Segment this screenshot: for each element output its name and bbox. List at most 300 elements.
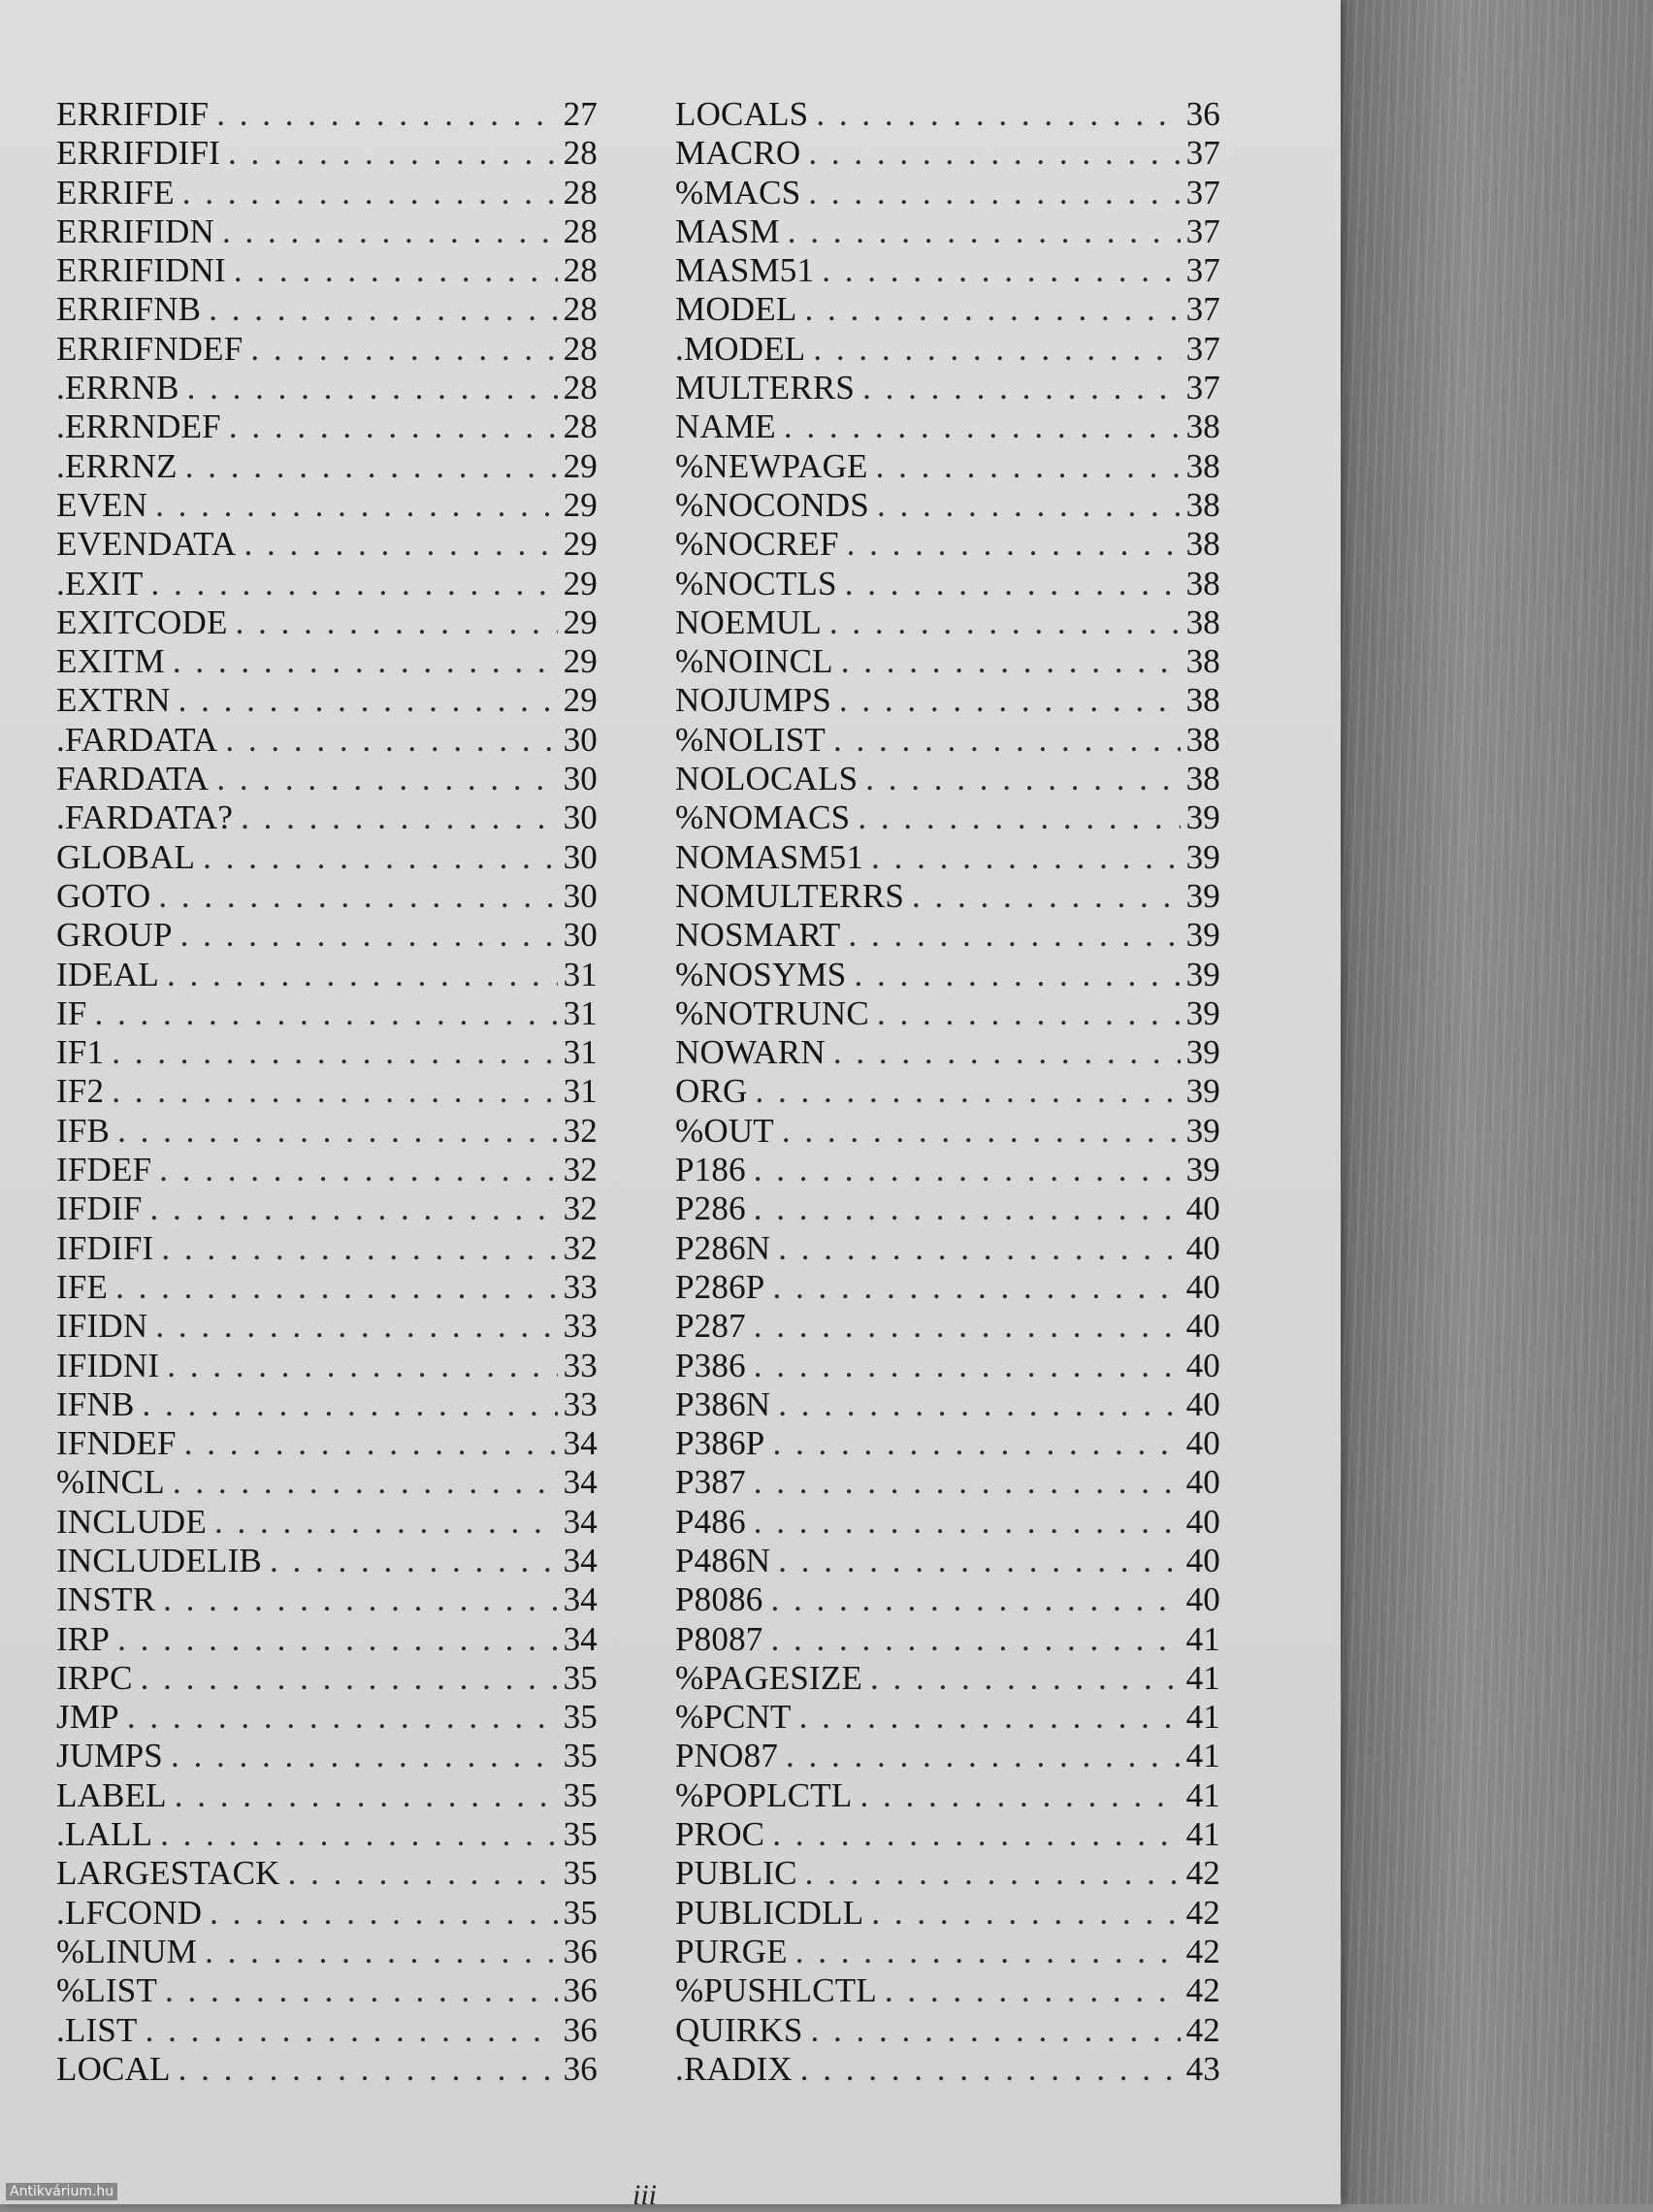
dot-leader (811, 2011, 1181, 2050)
index-entry (56, 1776, 598, 1815)
index-term: %PCNT (675, 1698, 792, 1737)
index-page-number: 28 (563, 369, 598, 407)
index-entry (675, 642, 1220, 681)
dot-leader (813, 330, 1180, 369)
index-page-number: 41 (1185, 1658, 1220, 1697)
dot-leader (808, 174, 1180, 212)
dot-leader (772, 1424, 1180, 1463)
index-entry (56, 134, 598, 173)
index-entry (675, 2011, 1220, 2050)
dot-leader (158, 877, 557, 916)
index-term: P387 (675, 1463, 746, 1502)
index-page-number: 33 (563, 1346, 598, 1384)
dot-leader (833, 1033, 1181, 1072)
index-entry (675, 1268, 1220, 1307)
index-page-number: 28 (563, 134, 598, 173)
dot-leader (772, 1268, 1180, 1307)
dot-leader (754, 1189, 1181, 1228)
index-page-number: 38 (1185, 760, 1220, 798)
dot-leader (859, 1776, 1180, 1815)
index-entry (675, 1971, 1220, 2010)
dot-leader (117, 1112, 558, 1151)
dot-leader (155, 1307, 557, 1346)
index-term: EXTRN (56, 681, 171, 720)
index-page-number: 34 (563, 1463, 598, 1502)
index-page-number: 30 (563, 837, 598, 876)
index-page-number: 34 (563, 1424, 598, 1463)
index-page-number: 29 (563, 602, 598, 641)
index-term: MASM51 (675, 251, 815, 290)
dot-leader (795, 1933, 1181, 1971)
index-term: IFIDN (56, 1307, 148, 1346)
index-entry (675, 838, 1220, 877)
dot-leader (754, 1307, 1181, 1346)
index-term: LABEL (56, 1775, 167, 1814)
index-page-number: 39 (1185, 1033, 1220, 1072)
dot-leader (816, 95, 1180, 134)
dot-leader (871, 1894, 1180, 1933)
dot-leader (805, 1854, 1181, 1893)
index-term: %NOCONDS (675, 485, 869, 524)
index-page-number: 29 (563, 446, 598, 485)
index-page-number: 41 (1185, 1737, 1220, 1775)
index-entry (675, 1385, 1220, 1424)
index-entry (675, 603, 1220, 642)
index-page-number: 34 (563, 1619, 598, 1658)
index-entry (56, 1620, 598, 1659)
index-term: QUIRKS (675, 2010, 803, 2049)
index-term: %NOLIST (675, 720, 826, 759)
index-page-number: 38 (1185, 525, 1220, 564)
index-entry (56, 212, 598, 251)
dot-leader (229, 407, 558, 446)
index-term: IFNDEF (56, 1424, 177, 1463)
index-entry (675, 760, 1220, 798)
index-entry (56, 721, 598, 760)
index-term: ERRIFIDN (56, 211, 214, 250)
index-page-number: 31 (563, 955, 598, 993)
index-entry (56, 916, 598, 955)
dot-leader (205, 1933, 558, 1971)
index-term: IRP (56, 1619, 111, 1658)
index-term: IDEAL (56, 955, 159, 993)
index-term: PUBLICDLL (675, 1893, 864, 1932)
index-term: MULTERRS (675, 369, 856, 407)
index-entry (675, 1189, 1220, 1228)
index-term: EXITM (56, 642, 165, 681)
index-entry (675, 1854, 1220, 1893)
index-entry (56, 1268, 598, 1307)
dot-leader (161, 1229, 557, 1268)
index-page-number: 39 (1185, 916, 1220, 955)
dot-leader (117, 1620, 558, 1659)
index-term: IRPC (56, 1658, 133, 1697)
dot-leader (185, 447, 558, 486)
index-page-number: 34 (563, 1541, 598, 1579)
dot-leader (839, 681, 1181, 720)
index-entry (56, 1189, 598, 1228)
dot-leader (754, 1503, 1181, 1542)
index-term: ERRIFNDEF (56, 329, 243, 368)
index-term: P8087 (675, 1619, 763, 1658)
dot-leader (115, 1268, 557, 1307)
index-page-number: 38 (1185, 602, 1220, 641)
index-entry (675, 1112, 1220, 1151)
index-term: P286P (675, 1267, 765, 1306)
index-term: NAME (675, 407, 776, 446)
dot-leader (187, 369, 558, 407)
index-term: ERRIFE (56, 173, 175, 211)
index-term: P386 (675, 1346, 746, 1384)
index-entry (675, 994, 1220, 1033)
index-page-number: 28 (563, 290, 598, 329)
index-entry (675, 1737, 1220, 1775)
index-term: LARGESTACK (56, 1854, 280, 1893)
index-term: IFDIFI (56, 1228, 154, 1267)
index-page-number: 33 (563, 1267, 598, 1306)
index-term: INCLUDE (56, 1502, 207, 1541)
index-page-number: 41 (1185, 1698, 1220, 1737)
index-term: NOMULTERRS (675, 876, 905, 915)
index-term: P186 (675, 1151, 746, 1189)
dot-leader (756, 1072, 1181, 1111)
dot-leader (808, 134, 1180, 173)
dot-leader (782, 1112, 1181, 1151)
index-entry (675, 1620, 1220, 1659)
index-term: P486 (675, 1502, 746, 1541)
index-entry (56, 525, 598, 564)
index-page-number: 41 (1185, 1815, 1220, 1854)
index-term: .ERRNB (56, 369, 179, 407)
index-page-number: 41 (1185, 1619, 1220, 1658)
index-page-number: 32 (563, 1189, 598, 1228)
index-entry (56, 1463, 598, 1502)
dot-leader (862, 369, 1181, 407)
index-page-number: 40 (1185, 1580, 1220, 1619)
index-term: IF (56, 993, 87, 1032)
index-page-number: 34 (563, 1502, 598, 1541)
index-entry (56, 798, 598, 837)
dot-leader (822, 251, 1180, 290)
dot-leader (241, 798, 557, 837)
dot-leader (222, 212, 558, 251)
index-term: %NOSYMS (675, 955, 847, 993)
index-term: NOSMART (675, 916, 841, 955)
index-entry (56, 1385, 598, 1424)
dot-leader (178, 2050, 558, 2089)
dot-leader (127, 1698, 558, 1737)
index-entry (675, 95, 1220, 134)
index-entry (675, 290, 1220, 329)
index-page-number: 29 (563, 485, 598, 524)
dot-leader (112, 1033, 557, 1072)
dot-leader (180, 916, 558, 955)
index-term: %LINUM (56, 1932, 198, 1970)
dot-leader (184, 1424, 558, 1463)
index-term: %INCL (56, 1463, 165, 1502)
index-term: .FARDATA? (56, 798, 234, 837)
index-page-number: 30 (563, 876, 598, 915)
index-term: IFB (56, 1111, 111, 1150)
index-page-number: 36 (1185, 95, 1220, 133)
index-page-number: 39 (1185, 837, 1220, 876)
index-term: .FARDATA (56, 720, 218, 759)
index-term: ORG (675, 1072, 748, 1111)
index-term: NOWARN (675, 1033, 826, 1072)
index-page-number: 29 (563, 642, 598, 681)
index-term: %LIST (56, 1971, 158, 2010)
dot-leader (209, 290, 557, 329)
index-term: JMP (56, 1698, 119, 1737)
index-term: PURGE (675, 1932, 788, 1970)
index-term: NOEMUL (675, 602, 822, 641)
index-term: P486N (675, 1541, 771, 1579)
index-page-number: 38 (1185, 446, 1220, 485)
index-page-number: 37 (1185, 251, 1220, 290)
index-entry (675, 1776, 1220, 1815)
index-entry (675, 369, 1220, 407)
dot-leader (243, 525, 557, 564)
index-entry (675, 1463, 1220, 1502)
dot-leader (167, 956, 558, 994)
index-page-number: 39 (1185, 955, 1220, 993)
index-term: PUBLIC (675, 1854, 797, 1893)
dot-leader (250, 330, 557, 369)
index-term: FARDATA (56, 760, 210, 798)
dot-leader (829, 603, 1181, 642)
index-page-number: 30 (563, 916, 598, 955)
index-term: MACRO (675, 134, 801, 173)
index-entry (675, 447, 1220, 486)
index-entry (675, 2050, 1220, 2089)
dot-leader (228, 134, 558, 173)
dot-leader (770, 1580, 1180, 1619)
index-entry (675, 1815, 1220, 1854)
index-entry (675, 212, 1220, 251)
dot-leader (788, 212, 1181, 251)
dot-leader (216, 95, 557, 134)
wood-background (1339, 0, 1653, 2204)
index-term: NOLOCALS (675, 760, 859, 798)
index-column-right (675, 95, 1220, 2089)
index-entry (56, 760, 598, 798)
index-entry (675, 956, 1220, 994)
index-entry (56, 447, 598, 486)
index-page-number: 39 (1185, 1151, 1220, 1189)
dot-leader (236, 603, 558, 642)
index-term: .EXIT (56, 564, 144, 602)
index-page-number: 27 (563, 95, 598, 133)
index-page-number: 38 (1185, 642, 1220, 681)
index-entry (675, 877, 1220, 916)
index-entry (56, 1933, 598, 1971)
index-entry (56, 330, 598, 369)
index-entry (56, 290, 598, 329)
index-entry (56, 681, 598, 720)
dot-leader (877, 994, 1181, 1033)
index-page-number: 37 (1185, 134, 1220, 173)
index-term: %OUT (675, 1111, 774, 1150)
index-page-number: 33 (563, 1384, 598, 1423)
index-term: IF2 (56, 1072, 105, 1111)
index-term: IF1 (56, 1033, 105, 1072)
index-term: MODEL (675, 290, 797, 329)
index-term: EVEN (56, 485, 148, 524)
index-entry (675, 1347, 1220, 1385)
index-page-number: 37 (1185, 290, 1220, 329)
index-page-number: 40 (1185, 1189, 1220, 1228)
index-entry (675, 1894, 1220, 1933)
dot-leader (141, 1659, 558, 1698)
index-page-number: 31 (563, 993, 598, 1032)
dot-leader (95, 994, 558, 1033)
index-term: PNO87 (675, 1737, 779, 1775)
dot-leader (225, 721, 557, 760)
index-page-number: 39 (1185, 876, 1220, 915)
index-term: %NOMACS (675, 798, 851, 837)
index-page-number: 32 (563, 1228, 598, 1267)
dot-leader (270, 1542, 558, 1580)
index-page-number: 42 (1185, 1932, 1220, 1970)
index-term: INSTR (56, 1580, 156, 1619)
index-term: .ERRNZ (56, 446, 178, 485)
index-page-number: 39 (1185, 993, 1220, 1032)
index-entry (56, 565, 598, 603)
index-page-number: 36 (563, 1971, 598, 2010)
index-term: GROUP (56, 916, 173, 955)
dot-leader (804, 290, 1180, 329)
index-entry (56, 1815, 598, 1854)
dot-leader (799, 1698, 1181, 1737)
index-page-number: 38 (1185, 407, 1220, 446)
index-entry (675, 1659, 1220, 1698)
index-term: %NOTRUNC (675, 993, 869, 1032)
dot-leader (178, 681, 558, 720)
index-term: GOTO (56, 876, 151, 915)
index-entry (675, 798, 1220, 837)
index-page-number: 34 (563, 1580, 598, 1619)
index-entry (675, 251, 1220, 290)
index-term: ERRIFDIFI (56, 134, 221, 173)
dot-leader (112, 1072, 557, 1111)
index-entry (56, 95, 598, 134)
index-term: %POPLCTL (675, 1775, 853, 1814)
index-page-number: 37 (1185, 173, 1220, 211)
index-page-number: 39 (1185, 1072, 1220, 1111)
index-entry (56, 1112, 598, 1151)
index-entry (56, 1971, 598, 2010)
index-entry (675, 565, 1220, 603)
dot-leader (754, 1347, 1181, 1385)
index-page-number: 40 (1185, 1463, 1220, 1502)
index-term: P286N (675, 1228, 771, 1267)
index-page-number: 37 (1185, 329, 1220, 368)
dot-leader (150, 1189, 558, 1228)
dot-leader (858, 798, 1180, 837)
dot-leader (833, 721, 1181, 760)
index-term: .ERRNDEF (56, 407, 221, 446)
dot-leader (165, 1971, 558, 2010)
index-term: IFDEF (56, 1151, 152, 1189)
index-page-number: 30 (563, 760, 598, 798)
index-term: IFDIF (56, 1189, 143, 1228)
index-page-number: 42 (1185, 1971, 1220, 2010)
index-term: P386P (675, 1424, 765, 1463)
index-entry (56, 603, 598, 642)
index-term: P287 (675, 1307, 746, 1346)
dot-leader (146, 2011, 558, 2050)
index-page-number: 33 (563, 1307, 598, 1346)
dot-leader (754, 1463, 1181, 1502)
index-page-number: 36 (563, 2049, 598, 2088)
index-page-number: 37 (1185, 369, 1220, 407)
index-entry (56, 956, 598, 994)
index-page-number: 32 (563, 1111, 598, 1150)
index-page-number: 39 (1185, 1111, 1220, 1150)
index-page-number: 31 (563, 1072, 598, 1111)
index-page-number: 38 (1185, 720, 1220, 759)
index-term: ERRIFNB (56, 290, 202, 329)
index-page-number: 39 (1185, 798, 1220, 837)
index-entry (56, 251, 598, 290)
index-entry (675, 174, 1220, 212)
dot-leader (870, 1659, 1181, 1698)
index-page-number: 29 (563, 564, 598, 602)
index-entry (675, 1151, 1220, 1189)
index-entry (56, 1503, 598, 1542)
index-term: %NOINCL (675, 642, 833, 681)
dot-leader (171, 1737, 558, 1775)
index-entry (675, 916, 1220, 955)
index-term: LOCAL (56, 2049, 171, 2088)
index-entry (56, 2011, 598, 2050)
dot-leader (173, 642, 558, 681)
dot-leader (150, 565, 557, 603)
index-page-number: 35 (563, 1775, 598, 1814)
dot-leader (885, 1971, 1181, 2010)
index-entry (56, 642, 598, 681)
index-page-number: 42 (1185, 2010, 1220, 2049)
index-entry (675, 134, 1220, 173)
dot-leader (288, 1854, 558, 1893)
index-page-number: 29 (563, 525, 598, 564)
index-entry (56, 1424, 598, 1463)
dot-leader (173, 1463, 558, 1502)
index-entry (675, 330, 1220, 369)
dot-leader (160, 1815, 557, 1854)
index-page-number: 28 (563, 251, 598, 290)
index-entry (56, 838, 598, 877)
index-term: .LFCOND (56, 1893, 203, 1932)
index-page-number: 38 (1185, 564, 1220, 602)
index-page-number: 40 (1185, 1346, 1220, 1384)
dot-leader (234, 251, 558, 290)
dot-leader (784, 407, 1181, 446)
index-term: MASM (675, 211, 780, 250)
index-page-number: 40 (1185, 1384, 1220, 1423)
index-entry (56, 1151, 598, 1189)
index-page-number: 35 (563, 1658, 598, 1697)
index-entry (675, 486, 1220, 525)
index-entry (675, 681, 1220, 720)
index-term: EXITCODE (56, 602, 228, 641)
index-term: P386N (675, 1384, 771, 1423)
index-term: IFIDNI (56, 1346, 160, 1384)
index-entry (56, 1894, 598, 1933)
index-page-number: 40 (1185, 1267, 1220, 1306)
index-entry (675, 1542, 1220, 1580)
index-entry (675, 1933, 1220, 1971)
